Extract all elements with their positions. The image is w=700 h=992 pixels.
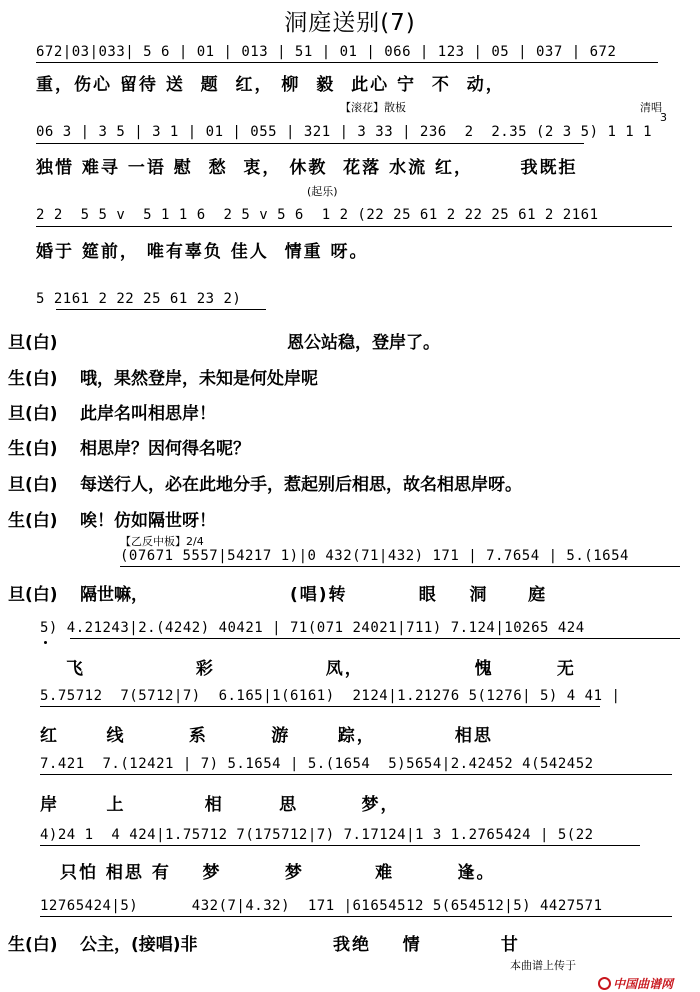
- speaker-label: 旦(白): [8, 333, 58, 353]
- tempo-mark-zhongban: 【乙反中板】2/4: [120, 535, 204, 548]
- lyrics-row-8: 飞 彩 凤， 愧 无: [66, 659, 576, 679]
- lyrics-row-11: 只怕 相思 有 梦 梦 难 逢。: [60, 863, 496, 883]
- lyrics-row-9: 红 线 系 游 踪， 相思: [40, 726, 493, 746]
- brand-logo-icon: [598, 977, 611, 990]
- speaker-label: 旦(白): [8, 404, 58, 424]
- site-brand[interactable]: [588, 954, 673, 992]
- notation-row-10: 7.421 7.(12421 | 7) 5.1654 | 5.(1654 5)5654|2.42452 4(542452: [40, 756, 594, 772]
- lyrics-row-2: 独惜 难寻 一语 慰 愁 衷， 休教 花落 水流 红， 我既拒: [36, 158, 578, 178]
- notation-row-11: 4)24 1 4 424|1.75712 7(175712|7) 7.17124|1 3 1.2765424 | 5(22: [40, 827, 594, 843]
- notation-row-9: 5.75712 7(5712|7) 6.165|1(6161) 2124|1.21276 5(1276| 5) 4 41 |: [40, 688, 621, 704]
- dialogue-text: 恩公站稳，登岸了。: [287, 333, 440, 353]
- speaker-label: 生(白): [8, 439, 58, 459]
- notation-row-2: 06 3 | 3 5 | 3 1 | 01 | 055 | 321 | 3 33 | 236 2 2.35 (2 3 5) 1 1 1: [36, 124, 653, 140]
- dialogue-text: 此岸名叫相思岸！: [80, 404, 216, 424]
- notation-row-1: 672|03|033| 5 6 | 01 | 013 | 51 | 01 | 066 | 123 | 05 | 037 | 672: [36, 44, 617, 60]
- beam-line: [40, 845, 640, 846]
- beam-line: [40, 916, 672, 917]
- page-title: 洞庭送别(7): [284, 10, 416, 36]
- low-octave-dot: [44, 641, 47, 644]
- beam-line: [36, 226, 672, 227]
- dialogue-text: 每送行人，必在此地分手，惹起别后相思，故名相思岸呀。: [80, 475, 522, 495]
- notation-row-8: 5) 4.21243|2.(4242) 40421 | 71(071 24021|711) 7.124|10265 424: [40, 620, 585, 636]
- beam-line: [120, 566, 680, 567]
- speaker-label: 旦(白): [8, 585, 58, 605]
- lyrics-row-10: 岸 上 相 思 梦，: [40, 795, 400, 815]
- dialogue-text: 唉！仿如隔世呀！: [80, 511, 216, 531]
- beam-line: [40, 706, 600, 707]
- beam-line: [56, 309, 266, 310]
- speaker-label: 生(白): [8, 935, 58, 955]
- notation-row-3: 2 2 5 5 v 5 1 1 6 2 5 v 5 6 1 2 (22 25 61 2 22 25 61 2 2161: [36, 207, 599, 223]
- speaker-label: 旦(白): [8, 475, 58, 495]
- lyrics-row-7: (唱)转 眼 洞 庭: [290, 585, 548, 605]
- notation-row-12: 12765424|5) 432(7|4.32) 171 |61654512 5(654512|5) 4427571: [40, 898, 603, 914]
- speaker-label: 生(白): [8, 511, 58, 531]
- dialogue-text: 哦，果然登岸，未知是何处岸呢: [80, 369, 318, 389]
- footer-upload-text: 本曲谱上传于: [510, 959, 576, 972]
- brand-name: 中国曲谱网: [613, 977, 674, 991]
- dialogue-text: 公主，(接唱)非: [80, 935, 198, 955]
- speaker-label: 生(白): [8, 369, 58, 389]
- beam-line: [36, 143, 584, 144]
- beam-line: [70, 638, 680, 639]
- notation-row-4: 5 2161 2 22 25 61 23 2): [36, 291, 242, 307]
- dialogue-text: 隔世嘛，: [80, 585, 148, 605]
- lyrics-row-12: 我绝 情 甘: [333, 935, 520, 955]
- tempo-mark-qingchang: 清唱: [640, 101, 662, 114]
- qiyue-mark: (起乐): [307, 185, 338, 198]
- triplet-mark: 3: [660, 111, 667, 124]
- lyrics-row-3: 婚于 筵前， 唯有辜负 佳人 情重 呀。: [36, 242, 369, 262]
- beam-line: [36, 62, 658, 63]
- beam-line: [40, 774, 672, 775]
- dialogue-text: 相思岸？因何得名呢？: [80, 439, 250, 459]
- notation-row-7: (07671 5557|54217 1)|0 432(71|432) 171 | 7.7654 | 5.(1654: [120, 548, 629, 564]
- lyrics-row-1: 重，伤心 留待 送 题 红， 柳 毅 此心 宁 不 动，: [36, 75, 505, 95]
- tempo-mark-gunhua: 【滚花】散板: [340, 101, 406, 114]
